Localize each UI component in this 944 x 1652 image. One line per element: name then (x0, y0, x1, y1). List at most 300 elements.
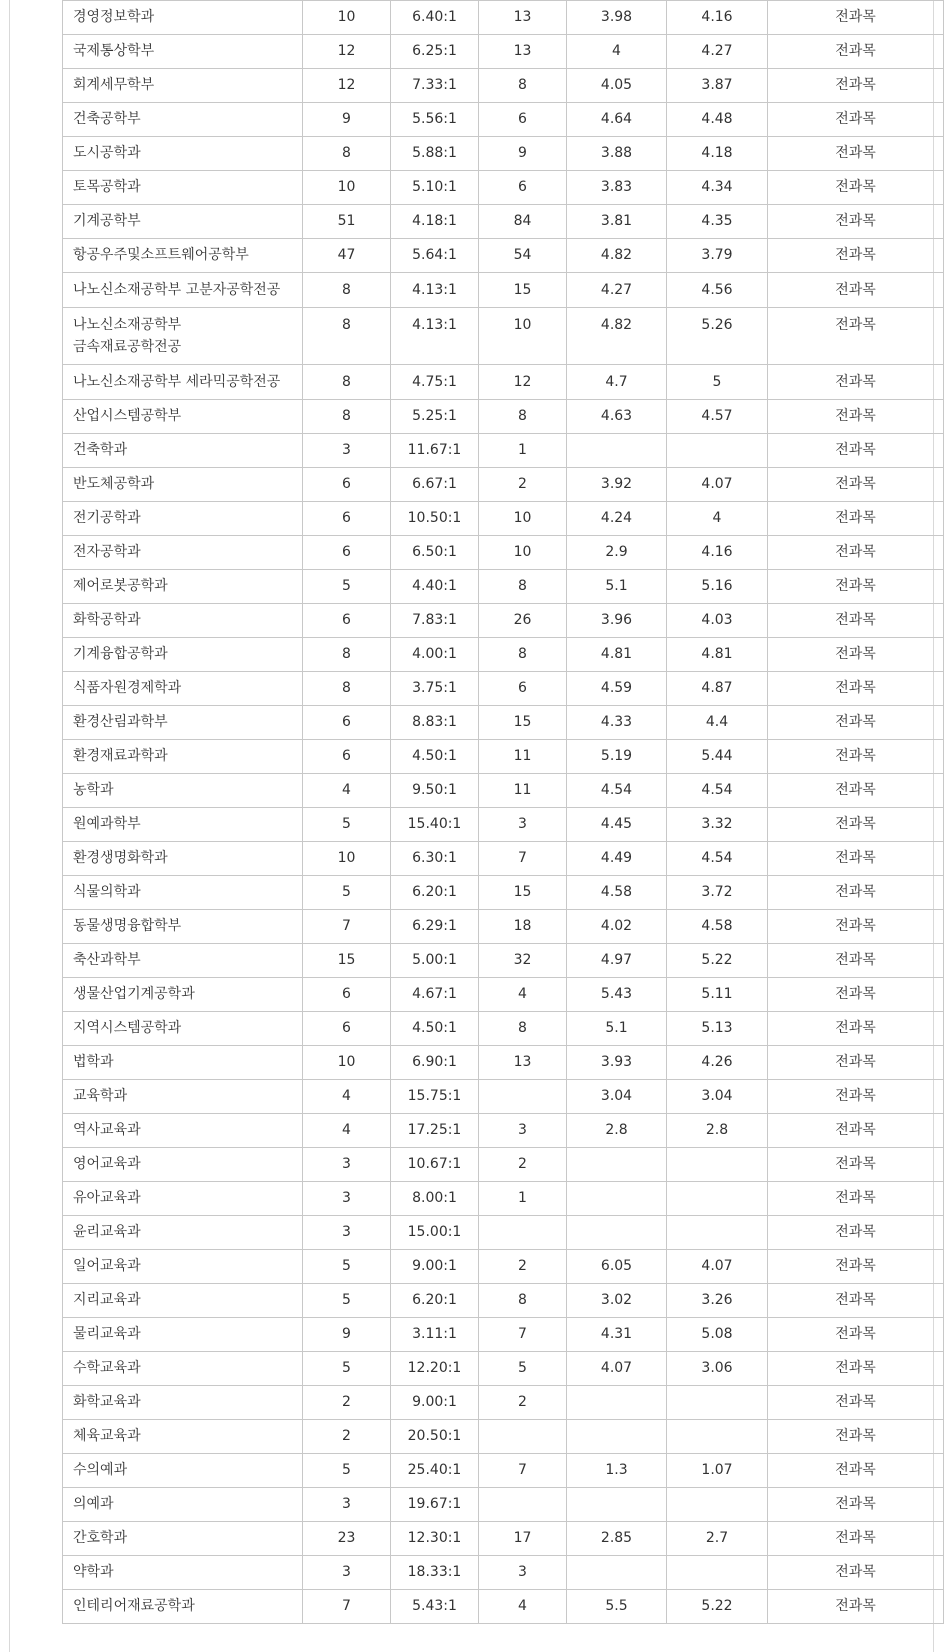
quota-cell: 4 (303, 1114, 391, 1148)
waitlist-rank-cell: 3 (479, 808, 567, 842)
grade-b-cell: 4.54 (667, 842, 768, 876)
table-row (63, 1182, 944, 1216)
grade-a-cell: 2.9 (567, 536, 667, 570)
competition-ratio-cell: 11.67:1 (391, 434, 479, 468)
table-row (63, 1012, 944, 1046)
table-row (63, 365, 944, 400)
grade-a-cell: 3.96 (567, 604, 667, 638)
grade-b-cell: 4.16 (667, 1, 768, 35)
department-cell: 체육교육과 (63, 1420, 303, 1454)
reflected-subjects-cell: 전과목 (768, 570, 944, 604)
waitlist-rank-cell: 8 (479, 570, 567, 604)
table-row (63, 740, 944, 774)
grade-a-cell: 4.82 (567, 308, 667, 365)
reflected-subjects-cell: 전과목 (768, 308, 944, 365)
quota-cell: 5 (303, 570, 391, 604)
competition-ratio-cell: 4.50:1 (391, 740, 479, 774)
quota-cell: 9 (303, 103, 391, 137)
grade-b-cell: 2.7 (667, 1522, 768, 1556)
waitlist-rank-cell: 8 (479, 638, 567, 672)
waitlist-rank-cell: 6 (479, 103, 567, 137)
table-row (63, 570, 944, 604)
waitlist-rank-cell: 1 (479, 434, 567, 468)
grade-b-cell: 4.07 (667, 1250, 768, 1284)
waitlist-rank-cell: 2 (479, 1386, 567, 1420)
table-row (63, 842, 944, 876)
grade-b-cell: 4.35 (667, 205, 768, 239)
department-cell: 영어교육과 (63, 1148, 303, 1182)
table-row (63, 69, 944, 103)
department-cell: 건축학과 (63, 434, 303, 468)
waitlist-rank-cell: 17 (479, 1522, 567, 1556)
table-row (63, 205, 944, 239)
quota-cell: 4 (303, 774, 391, 808)
reflected-subjects-cell: 전과목 (768, 706, 944, 740)
grade-a-cell: 5.5 (567, 1590, 667, 1624)
competition-ratio-cell: 9.00:1 (391, 1386, 479, 1420)
competition-ratio-cell: 4.75:1 (391, 365, 479, 400)
quota-cell: 6 (303, 604, 391, 638)
quota-cell: 6 (303, 502, 391, 536)
quota-cell: 51 (303, 205, 391, 239)
reflected-subjects-cell: 전과목 (768, 842, 944, 876)
competition-ratio-cell: 3.11:1 (391, 1318, 479, 1352)
table-row (63, 944, 944, 978)
table-row (63, 1114, 944, 1148)
reflected-subjects-cell: 전과목 (768, 400, 944, 434)
grade-b-cell: 4.16 (667, 536, 768, 570)
department-cell: 간호학과 (63, 1522, 303, 1556)
reflected-subjects-cell: 전과목 (768, 1012, 944, 1046)
table-row (63, 35, 944, 69)
waitlist-rank-cell: 8 (479, 1012, 567, 1046)
table-row (63, 1386, 944, 1420)
department-cell: 환경산림과학부 (63, 706, 303, 740)
quota-cell: 3 (303, 1182, 391, 1216)
grade-b-cell (667, 1556, 768, 1590)
department-cell: 나노신소재공학부 세라믹공학전공 (63, 365, 303, 400)
admissions-results-table (62, 0, 944, 1624)
competition-ratio-cell: 12.30:1 (391, 1522, 479, 1556)
waitlist-rank-cell: 15 (479, 876, 567, 910)
department-cell: 약학과 (63, 1556, 303, 1590)
table-row (63, 604, 944, 638)
waitlist-rank-cell (479, 1216, 567, 1250)
reflected-subjects-cell: 전과목 (768, 910, 944, 944)
reflected-subjects-cell: 전과목 (768, 944, 944, 978)
table-row (63, 1080, 944, 1114)
quota-cell: 8 (303, 365, 391, 400)
grade-b-cell: 4.48 (667, 103, 768, 137)
competition-ratio-cell: 10.50:1 (391, 502, 479, 536)
quota-cell: 2 (303, 1420, 391, 1454)
grade-a-cell: 5.1 (567, 570, 667, 604)
competition-ratio-cell: 10.67:1 (391, 1148, 479, 1182)
reflected-subjects-cell: 전과목 (768, 434, 944, 468)
reflected-subjects-cell: 전과목 (768, 1590, 944, 1624)
competition-ratio-cell: 20.50:1 (391, 1420, 479, 1454)
waitlist-rank-cell: 6 (479, 171, 567, 205)
department-cell: 토목공학과 (63, 171, 303, 205)
reflected-subjects-cell: 전과목 (768, 1420, 944, 1454)
grade-a-cell: 5.19 (567, 740, 667, 774)
reflected-subjects-cell: 전과목 (768, 1182, 944, 1216)
reflected-subjects-cell: 전과목 (768, 1148, 944, 1182)
quota-cell: 5 (303, 1284, 391, 1318)
grade-b-cell: 4.81 (667, 638, 768, 672)
quota-cell: 3 (303, 434, 391, 468)
table-row (63, 978, 944, 1012)
department-cell: 식품자원경제학과 (63, 672, 303, 706)
grade-b-cell: 1.07 (667, 1454, 768, 1488)
table-row (63, 1454, 944, 1488)
quota-cell: 3 (303, 1148, 391, 1182)
competition-ratio-cell: 5.43:1 (391, 1590, 479, 1624)
grade-a-cell: 4.49 (567, 842, 667, 876)
grade-b-cell: 4.27 (667, 35, 768, 69)
reflected-subjects-cell: 전과목 (768, 1352, 944, 1386)
competition-ratio-cell: 18.33:1 (391, 1556, 479, 1590)
grade-a-cell: 4.63 (567, 400, 667, 434)
waitlist-rank-cell: 7 (479, 1318, 567, 1352)
table-row (63, 1522, 944, 1556)
grade-b-cell: 4.07 (667, 468, 768, 502)
grade-b-cell: 2.8 (667, 1114, 768, 1148)
competition-ratio-cell: 8.83:1 (391, 706, 479, 740)
department-cell: 기계공학부 (63, 205, 303, 239)
reflected-subjects-cell: 전과목 (768, 502, 944, 536)
grade-b-cell: 4.87 (667, 672, 768, 706)
reflected-subjects-cell: 전과목 (768, 774, 944, 808)
table-row (63, 638, 944, 672)
competition-ratio-cell: 6.20:1 (391, 876, 479, 910)
department-cell: 국제통상학부 (63, 35, 303, 69)
department-cell: 윤리교육과 (63, 1216, 303, 1250)
competition-ratio-cell: 6.40:1 (391, 1, 479, 35)
quota-cell: 8 (303, 273, 391, 308)
table-row (63, 808, 944, 842)
grade-a-cell: 1.3 (567, 1454, 667, 1488)
department-cell: 회계세무학부 (63, 69, 303, 103)
grade-a-cell: 4.33 (567, 706, 667, 740)
competition-ratio-cell: 5.00:1 (391, 944, 479, 978)
reflected-subjects-cell: 전과목 (768, 35, 944, 69)
grade-b-cell: 5.08 (667, 1318, 768, 1352)
waitlist-rank-cell: 2 (479, 1250, 567, 1284)
grade-b-cell (667, 434, 768, 468)
quota-cell: 10 (303, 1046, 391, 1080)
waitlist-rank-cell: 10 (479, 502, 567, 536)
reflected-subjects-cell: 전과목 (768, 1, 944, 35)
quota-cell: 6 (303, 536, 391, 570)
left-border-line (9, 0, 10, 1652)
quota-cell: 7 (303, 910, 391, 944)
table-row (63, 273, 944, 308)
quota-cell: 8 (303, 137, 391, 171)
waitlist-rank-cell: 10 (479, 308, 567, 365)
reflected-subjects-cell: 전과목 (768, 365, 944, 400)
waitlist-rank-cell: 11 (479, 740, 567, 774)
table-row (63, 1148, 944, 1182)
waitlist-rank-cell: 84 (479, 205, 567, 239)
department-cell: 동물생명융합학부 (63, 910, 303, 944)
waitlist-rank-cell (479, 1420, 567, 1454)
department-cell: 환경재료과학과 (63, 740, 303, 774)
competition-ratio-cell: 9.50:1 (391, 774, 479, 808)
grade-b-cell: 4.58 (667, 910, 768, 944)
waitlist-rank-cell: 4 (479, 978, 567, 1012)
grade-a-cell: 4.54 (567, 774, 667, 808)
department-cell: 도시공학과 (63, 137, 303, 171)
reflected-subjects-cell: 전과목 (768, 273, 944, 308)
waitlist-rank-cell: 15 (479, 706, 567, 740)
grade-a-cell: 4.64 (567, 103, 667, 137)
grade-a-cell: 4.24 (567, 502, 667, 536)
grade-a-cell: 4.59 (567, 672, 667, 706)
reflected-subjects-cell: 전과목 (768, 239, 944, 273)
grade-a-cell: 6.05 (567, 1250, 667, 1284)
competition-ratio-cell: 4.67:1 (391, 978, 479, 1012)
quota-cell: 47 (303, 239, 391, 273)
reflected-subjects-cell: 전과목 (768, 1080, 944, 1114)
quota-cell: 5 (303, 1352, 391, 1386)
grade-b-cell: 5 (667, 365, 768, 400)
grade-a-cell: 3.88 (567, 137, 667, 171)
quota-cell: 7 (303, 1590, 391, 1624)
waitlist-rank-cell: 13 (479, 35, 567, 69)
table-row (63, 1046, 944, 1080)
grade-b-cell: 5.22 (667, 944, 768, 978)
competition-ratio-cell: 7.33:1 (391, 69, 479, 103)
quota-cell: 5 (303, 1250, 391, 1284)
grade-a-cell: 4.7 (567, 365, 667, 400)
competition-ratio-cell: 6.29:1 (391, 910, 479, 944)
competition-ratio-cell: 25.40:1 (391, 1454, 479, 1488)
table-row (63, 706, 944, 740)
waitlist-rank-cell: 9 (479, 137, 567, 171)
quota-cell: 12 (303, 35, 391, 69)
waitlist-rank-cell: 12 (479, 365, 567, 400)
department-cell: 지역시스템공학과 (63, 1012, 303, 1046)
table-row (63, 1420, 944, 1454)
grade-b-cell: 4.18 (667, 137, 768, 171)
grade-b-cell: 4.26 (667, 1046, 768, 1080)
competition-ratio-cell: 5.25:1 (391, 400, 479, 434)
grade-a-cell: 3.92 (567, 468, 667, 502)
grade-b-cell: 5.13 (667, 1012, 768, 1046)
grade-a-cell (567, 1556, 667, 1590)
quota-cell: 8 (303, 638, 391, 672)
table-row (63, 434, 944, 468)
grade-a-cell: 3.83 (567, 171, 667, 205)
reflected-subjects-cell: 전과목 (768, 1522, 944, 1556)
department-cell: 인테리어재료공학과 (63, 1590, 303, 1624)
waitlist-rank-cell: 3 (479, 1556, 567, 1590)
waitlist-rank-cell: 6 (479, 672, 567, 706)
competition-ratio-cell: 12.20:1 (391, 1352, 479, 1386)
table-row (63, 876, 944, 910)
grade-b-cell: 5.22 (667, 1590, 768, 1624)
department-cell: 전기공학과 (63, 502, 303, 536)
reflected-subjects-cell: 전과목 (768, 468, 944, 502)
waitlist-rank-cell: 54 (479, 239, 567, 273)
department-cell: 나노신소재공학부 고분자공학전공 (63, 273, 303, 308)
grade-b-cell: 3.26 (667, 1284, 768, 1318)
grade-a-cell: 4 (567, 35, 667, 69)
grade-a-cell: 4.45 (567, 808, 667, 842)
quota-cell: 12 (303, 69, 391, 103)
competition-ratio-cell: 6.30:1 (391, 842, 479, 876)
grade-a-cell: 4.05 (567, 69, 667, 103)
quota-cell: 6 (303, 468, 391, 502)
department-cell: 기계융합공학과 (63, 638, 303, 672)
department-cell: 농학과 (63, 774, 303, 808)
competition-ratio-cell: 4.13:1 (391, 273, 479, 308)
grade-b-cell: 3.32 (667, 808, 768, 842)
reflected-subjects-cell: 전과목 (768, 672, 944, 706)
grade-b-cell: 3.06 (667, 1352, 768, 1386)
quota-cell: 3 (303, 1556, 391, 1590)
grade-b-cell: 5.26 (667, 308, 768, 365)
quota-cell: 8 (303, 400, 391, 434)
quota-cell: 6 (303, 1012, 391, 1046)
waitlist-rank-cell: 11 (479, 774, 567, 808)
grade-a-cell: 5.1 (567, 1012, 667, 1046)
quota-cell: 2 (303, 1386, 391, 1420)
waitlist-rank-cell: 13 (479, 1046, 567, 1080)
reflected-subjects-cell: 전과목 (768, 1488, 944, 1522)
department-cell: 유아교육과 (63, 1182, 303, 1216)
grade-b-cell: 4.03 (667, 604, 768, 638)
table-row (63, 774, 944, 808)
grade-b-cell: 4.34 (667, 171, 768, 205)
table-row (63, 910, 944, 944)
table-row (63, 137, 944, 171)
grade-a-cell: 5.43 (567, 978, 667, 1012)
grade-b-cell (667, 1148, 768, 1182)
waitlist-rank-cell: 10 (479, 536, 567, 570)
grade-b-cell (667, 1386, 768, 1420)
quota-cell: 8 (303, 308, 391, 365)
reflected-subjects-cell: 전과목 (768, 978, 944, 1012)
table-row (63, 1318, 944, 1352)
grade-b-cell: 4.54 (667, 774, 768, 808)
table-row (63, 1556, 944, 1590)
grade-a-cell (567, 1148, 667, 1182)
table-row (63, 502, 944, 536)
grade-a-cell: 4.31 (567, 1318, 667, 1352)
reflected-subjects-cell: 전과목 (768, 69, 944, 103)
grade-a-cell: 3.93 (567, 1046, 667, 1080)
grade-b-cell: 5.44 (667, 740, 768, 774)
waitlist-rank-cell: 8 (479, 1284, 567, 1318)
reflected-subjects-cell: 전과목 (768, 1556, 944, 1590)
competition-ratio-cell: 6.20:1 (391, 1284, 479, 1318)
table-row (63, 1488, 944, 1522)
grade-b-cell: 3.04 (667, 1080, 768, 1114)
department-cell: 경영정보학과 (63, 1, 303, 35)
quota-cell: 3 (303, 1488, 391, 1522)
grade-a-cell: 3.02 (567, 1284, 667, 1318)
competition-ratio-cell: 3.75:1 (391, 672, 479, 706)
reflected-subjects-cell: 전과목 (768, 205, 944, 239)
department-cell: 반도체공학과 (63, 468, 303, 502)
grade-a-cell: 4.07 (567, 1352, 667, 1386)
waitlist-rank-cell: 4 (479, 1590, 567, 1624)
waitlist-rank-cell: 1 (479, 1182, 567, 1216)
reflected-subjects-cell: 전과목 (768, 638, 944, 672)
reflected-subjects-cell: 전과목 (768, 604, 944, 638)
competition-ratio-cell: 5.10:1 (391, 171, 479, 205)
competition-ratio-cell: 6.50:1 (391, 536, 479, 570)
grade-b-cell: 3.72 (667, 876, 768, 910)
grade-a-cell: 4.82 (567, 239, 667, 273)
table-row (63, 103, 944, 137)
reflected-subjects-cell: 전과목 (768, 1046, 944, 1080)
table-row (63, 308, 944, 365)
grade-b-cell: 5.16 (667, 570, 768, 604)
competition-ratio-cell: 7.83:1 (391, 604, 479, 638)
waitlist-rank-cell: 32 (479, 944, 567, 978)
competition-ratio-cell: 15.40:1 (391, 808, 479, 842)
department-cell: 제어로봇공학과 (63, 570, 303, 604)
grade-a-cell: 4.27 (567, 273, 667, 308)
grade-a-cell (567, 1182, 667, 1216)
waitlist-rank-cell: 18 (479, 910, 567, 944)
grade-a-cell: 2.85 (567, 1522, 667, 1556)
waitlist-rank-cell: 3 (479, 1114, 567, 1148)
table-row (63, 536, 944, 570)
grade-a-cell: 3.81 (567, 205, 667, 239)
department-cell: 나노신소재공학부 금속재료공학전공 (63, 308, 303, 365)
department-cell: 일어교육과 (63, 1250, 303, 1284)
waitlist-rank-cell: 15 (479, 273, 567, 308)
reflected-subjects-cell: 전과목 (768, 536, 944, 570)
department-cell: 화학교육과 (63, 1386, 303, 1420)
table-row (63, 1216, 944, 1250)
table-row (63, 468, 944, 502)
table-row (63, 1284, 944, 1318)
waitlist-rank-cell: 8 (479, 69, 567, 103)
waitlist-rank-cell (479, 1488, 567, 1522)
competition-ratio-cell: 17.25:1 (391, 1114, 479, 1148)
table-row (63, 1250, 944, 1284)
grade-a-cell (567, 1386, 667, 1420)
department-cell: 원예과학부 (63, 808, 303, 842)
quota-cell: 5 (303, 1454, 391, 1488)
waitlist-rank-cell: 7 (479, 1454, 567, 1488)
competition-ratio-cell: 5.88:1 (391, 137, 479, 171)
department-cell: 법학과 (63, 1046, 303, 1080)
quota-cell: 4 (303, 1080, 391, 1114)
reflected-subjects-cell: 전과목 (768, 876, 944, 910)
competition-ratio-cell: 9.00:1 (391, 1250, 479, 1284)
quota-cell: 10 (303, 842, 391, 876)
department-cell: 항공우주및소프트웨어공학부 (63, 239, 303, 273)
department-cell: 환경생명화학과 (63, 842, 303, 876)
competition-ratio-cell: 19.67:1 (391, 1488, 479, 1522)
department-cell: 물리교육과 (63, 1318, 303, 1352)
competition-ratio-cell: 4.18:1 (391, 205, 479, 239)
department-cell: 지리교육과 (63, 1284, 303, 1318)
department-cell: 역사교육과 (63, 1114, 303, 1148)
table-row (63, 1, 944, 35)
grade-b-cell (667, 1182, 768, 1216)
reflected-subjects-cell: 전과목 (768, 1318, 944, 1352)
waitlist-rank-cell (479, 1080, 567, 1114)
reflected-subjects-cell: 전과목 (768, 137, 944, 171)
quota-cell: 6 (303, 740, 391, 774)
